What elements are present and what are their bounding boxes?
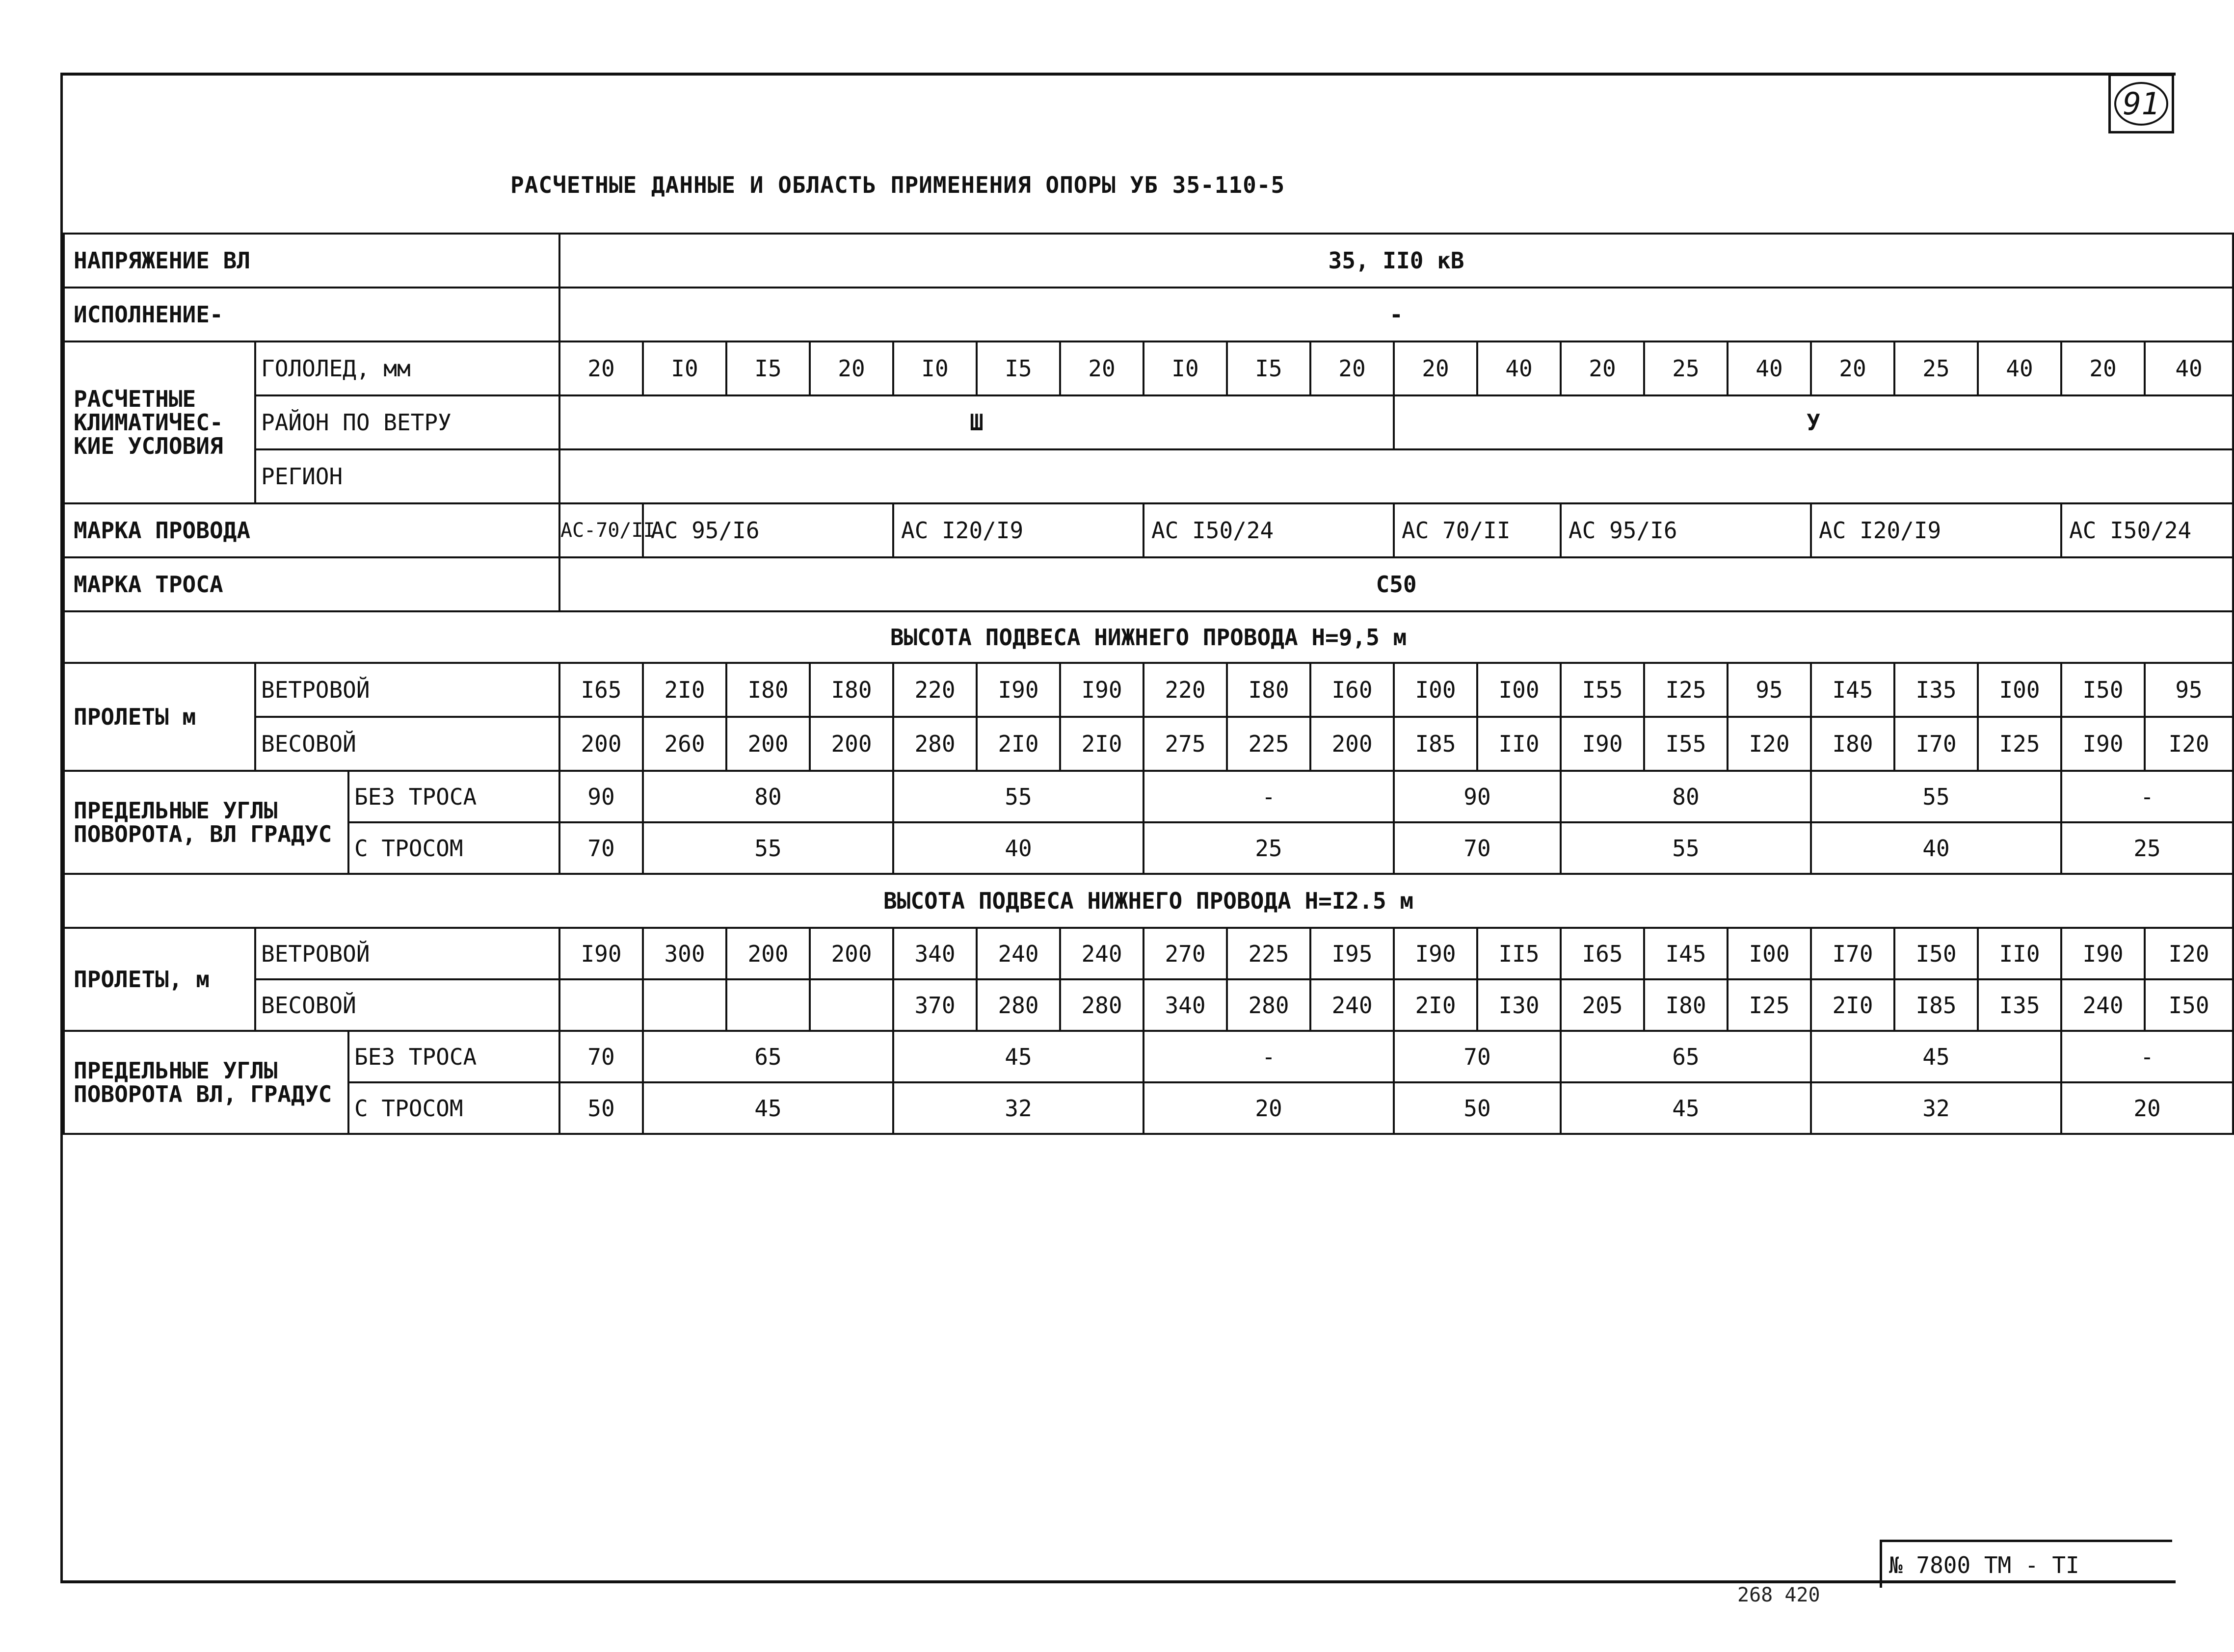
ice-cell: 20 bbox=[559, 341, 643, 395]
angle-cell: 80 bbox=[643, 771, 893, 822]
span-cell: I80 bbox=[726, 663, 810, 717]
section2-weight-label: ВЕСОВОЙ bbox=[255, 979, 559, 1031]
section2-wind-label: ВЕТРОВОЙ bbox=[255, 928, 559, 979]
region-label: РЕГИОН bbox=[255, 449, 559, 503]
span-cell: I25 bbox=[1644, 663, 1728, 717]
span-cell bbox=[643, 979, 726, 1031]
section1-no-cable-row bbox=[64, 771, 2233, 822]
ice-cell: I5 bbox=[1227, 341, 1310, 395]
ice-cell: 40 bbox=[1978, 341, 2061, 395]
span-cell: 280 bbox=[1060, 979, 1144, 1031]
section2-heading: ВЫСОТА ПОДВЕСА НИЖНЕГО ПРОВОДА Н=I2.5 м bbox=[64, 874, 2233, 928]
span-cell: 95 bbox=[1728, 663, 1811, 717]
wind-region-value-2: У bbox=[1394, 395, 2233, 449]
angle-cell: 45 bbox=[643, 1082, 893, 1134]
span-cell: 220 bbox=[1144, 663, 1227, 717]
document-title: РАСЧЕТНЫЕ ДАННЫЕ И ОБЛАСТЬ ПРИМЕНЕНИЯ ОПОРЫ УБ 35-110-5 bbox=[510, 172, 1285, 198]
section2-no-cable-label: БЕЗ ТРОСА bbox=[348, 1031, 559, 1082]
span-cell: I00 bbox=[1728, 928, 1811, 979]
span-cell: 200 bbox=[810, 717, 893, 771]
section2-heading-row bbox=[64, 874, 2233, 928]
span-cell bbox=[726, 979, 810, 1031]
ice-cell: 40 bbox=[1477, 341, 1561, 395]
span-cell: II5 bbox=[1477, 928, 1561, 979]
wind-region-label: РАЙОН ПО ВЕТРУ bbox=[255, 395, 559, 449]
span-cell: I20 bbox=[2145, 717, 2233, 771]
span-cell: I00 bbox=[1477, 663, 1561, 717]
span-cell: I90 bbox=[977, 663, 1060, 717]
wire-mark: АС I50/24 bbox=[2061, 503, 2233, 557]
execution-label: ИСПОЛНЕНИЕ- bbox=[64, 288, 559, 341]
span-cell: 2I0 bbox=[1394, 979, 1477, 1031]
span-cell: 2I0 bbox=[977, 717, 1060, 771]
section1-with-cable-row bbox=[64, 822, 2233, 874]
angle-cell: 45 bbox=[1561, 1082, 1811, 1134]
span-cell: 340 bbox=[1144, 979, 1227, 1031]
span-cell: I90 bbox=[2061, 928, 2145, 979]
wire-mark: АС 95/I6 bbox=[1561, 503, 1811, 557]
span-cell: I80 bbox=[810, 663, 893, 717]
span-cell: I90 bbox=[1394, 928, 1477, 979]
angle-cell: 70 bbox=[559, 1031, 643, 1082]
span-cell: 2I0 bbox=[1811, 979, 1894, 1031]
span-cell: 280 bbox=[893, 717, 977, 771]
span-cell: 225 bbox=[1227, 928, 1310, 979]
span-cell: I30 bbox=[1477, 979, 1561, 1031]
span-cell: I35 bbox=[1978, 979, 2061, 1031]
span-cell: I50 bbox=[2145, 979, 2233, 1031]
wind-region-value-1: Ш bbox=[559, 395, 1394, 449]
span-cell: 200 bbox=[726, 928, 810, 979]
wire-mark: АС I20/I9 bbox=[1811, 503, 2061, 557]
ice-cell: I5 bbox=[726, 341, 810, 395]
span-cell: 240 bbox=[2061, 979, 2145, 1031]
wire-row bbox=[64, 503, 2233, 557]
span-cell: 205 bbox=[1561, 979, 1644, 1031]
cable-label: МАРКА ТРОСА bbox=[64, 557, 559, 611]
region-value bbox=[559, 449, 2233, 503]
span-cell: I85 bbox=[1394, 717, 1477, 771]
wire-mark: АС I20/I9 bbox=[893, 503, 1144, 557]
wire-mark: АС-70/II bbox=[559, 503, 643, 557]
ice-cell: 25 bbox=[1894, 341, 1978, 395]
span-cell: I90 bbox=[2061, 717, 2145, 771]
span-cell: 300 bbox=[643, 928, 726, 979]
span-cell: 200 bbox=[726, 717, 810, 771]
span-cell: I45 bbox=[1811, 663, 1894, 717]
ice-cell: 40 bbox=[2145, 341, 2233, 395]
section2-with-cable-label: С ТРОСОМ bbox=[348, 1082, 559, 1134]
page-number: 91 bbox=[2114, 82, 2169, 126]
angle-cell: 50 bbox=[559, 1082, 643, 1134]
angle-cell: 55 bbox=[1561, 822, 1811, 874]
page-number-box bbox=[2108, 74, 2174, 133]
ice-cell: I5 bbox=[977, 341, 1060, 395]
span-cell: I90 bbox=[1561, 717, 1644, 771]
voltage-value: 35, II0 кВ bbox=[559, 234, 2233, 288]
span-cell: 2I0 bbox=[1060, 717, 1144, 771]
span-cell: 200 bbox=[559, 717, 643, 771]
ice-cell: 20 bbox=[1811, 341, 1894, 395]
span-cell: I80 bbox=[1227, 663, 1310, 717]
span-cell: 240 bbox=[977, 928, 1060, 979]
span-cell: 200 bbox=[810, 928, 893, 979]
voltage-label: НАПРЯЖЕНИЕ ВЛ bbox=[64, 234, 559, 288]
span-cell: I80 bbox=[1811, 717, 1894, 771]
span-cell: 240 bbox=[1060, 928, 1144, 979]
span-cell: I00 bbox=[1978, 663, 2061, 717]
span-cell: I00 bbox=[1394, 663, 1477, 717]
angle-cell: 25 bbox=[2061, 822, 2233, 874]
ice-cell: 40 bbox=[1728, 341, 1811, 395]
cable-value: С50 bbox=[559, 557, 2233, 611]
span-cell: 220 bbox=[893, 663, 977, 717]
section2-no-cable-row bbox=[64, 1031, 2233, 1082]
span-cell: I65 bbox=[1561, 928, 1644, 979]
angle-cell: 32 bbox=[1811, 1082, 2061, 1134]
span-cell: I90 bbox=[1060, 663, 1144, 717]
section2-with-cable-row bbox=[64, 1082, 2233, 1134]
section1-with-cable-label: С ТРОСОМ bbox=[348, 822, 559, 874]
section1-heading: ВЫСОТА ПОДВЕСА НИЖНЕГО ПРОВОДА Н=9,5 м bbox=[64, 611, 2233, 663]
span-cell: I70 bbox=[1894, 717, 1978, 771]
ice-label: ГОЛОЛЕД, мм bbox=[255, 341, 559, 395]
span-cell: 200 bbox=[1310, 717, 1394, 771]
span-cell: I50 bbox=[1894, 928, 1978, 979]
section2-weight-row bbox=[64, 979, 2233, 1031]
ice-cell: 25 bbox=[1644, 341, 1728, 395]
angle-cell: 55 bbox=[893, 771, 1144, 822]
angle-cell: - bbox=[1144, 771, 1394, 822]
section1-angles-label: ПРЕДЕЛЬНЫЕ УГЛЫ ПОВОРОТА, ВЛ ГРАДУС bbox=[64, 771, 348, 874]
ice-cell: 20 bbox=[1394, 341, 1477, 395]
span-cell: 275 bbox=[1144, 717, 1227, 771]
wind-region-row bbox=[64, 395, 2233, 449]
span-cell: I90 bbox=[559, 928, 643, 979]
ice-row bbox=[64, 341, 2233, 395]
angle-cell: 50 bbox=[1394, 1082, 1561, 1134]
angle-cell: 70 bbox=[1394, 822, 1561, 874]
region-row bbox=[64, 449, 2233, 503]
angle-cell: - bbox=[2061, 1031, 2233, 1082]
section1-weight-row bbox=[64, 717, 2233, 771]
wire-mark: АС 70/II bbox=[1394, 503, 1561, 557]
angle-cell: 90 bbox=[1394, 771, 1561, 822]
span-cell: I50 bbox=[2061, 663, 2145, 717]
section2-wind-row bbox=[64, 928, 2233, 979]
ice-cell: I0 bbox=[1144, 341, 1227, 395]
angle-cell: 70 bbox=[559, 822, 643, 874]
angle-cell: - bbox=[2061, 771, 2233, 822]
angle-cell: 70 bbox=[1394, 1031, 1561, 1082]
wire-mark: АС I50/24 bbox=[1144, 503, 1394, 557]
angle-cell: 80 bbox=[1561, 771, 1811, 822]
angle-cell: 32 bbox=[893, 1082, 1144, 1134]
angle-cell: 90 bbox=[559, 771, 643, 822]
bottom-cut-text: 268 420 bbox=[1737, 1584, 1820, 1606]
angle-cell: 40 bbox=[1811, 822, 2061, 874]
span-cell: I70 bbox=[1811, 928, 1894, 979]
span-cell: I20 bbox=[1728, 717, 1811, 771]
angle-cell: 20 bbox=[2061, 1082, 2233, 1134]
section1-wind-label: ВЕТРОВОЙ bbox=[255, 663, 559, 717]
span-cell bbox=[810, 979, 893, 1031]
span-cell: I55 bbox=[1561, 663, 1644, 717]
document-stamp: № 7800 ТМ - ТI bbox=[1880, 1540, 2172, 1588]
span-cell: 95 bbox=[2145, 663, 2233, 717]
climate-label: РАСЧЕТНЫЕ КЛИМАТИЧЕС-КИЕ УСЛОВИЯ bbox=[64, 341, 255, 503]
cable-row bbox=[64, 557, 2233, 611]
voltage-row bbox=[64, 234, 2233, 288]
ice-cell: I0 bbox=[893, 341, 977, 395]
angle-cell: - bbox=[1144, 1031, 1394, 1082]
ice-cell: 20 bbox=[1060, 341, 1144, 395]
angle-cell: 25 bbox=[1144, 822, 1394, 874]
span-cell: 260 bbox=[643, 717, 726, 771]
angle-cell: 45 bbox=[893, 1031, 1144, 1082]
execution-value: - bbox=[559, 288, 2233, 341]
data-table-wrapper bbox=[63, 233, 2209, 1135]
wire-mark: АС 95/I6 bbox=[643, 503, 893, 557]
span-cell: I95 bbox=[1310, 928, 1394, 979]
span-cell: I25 bbox=[1728, 979, 1811, 1031]
section2-spans-label: ПРОЛЕТЫ, м bbox=[64, 928, 255, 1031]
ice-cell: 20 bbox=[1310, 341, 1394, 395]
span-cell: I35 bbox=[1894, 663, 1978, 717]
section2-angles-label: ПРЕДЕЛЬНЫЕ УГЛЫ ПОВОРОТА ВЛ, ГРАДУС bbox=[64, 1031, 348, 1134]
execution-row bbox=[64, 288, 2233, 341]
section1-spans-label: ПРОЛЕТЫ м bbox=[64, 663, 255, 771]
ice-cell: 20 bbox=[810, 341, 893, 395]
span-cell: I65 bbox=[559, 663, 643, 717]
span-cell: I80 bbox=[1644, 979, 1728, 1031]
span-cell: 2I0 bbox=[643, 663, 726, 717]
angle-cell: 65 bbox=[1561, 1031, 1811, 1082]
span-cell: I85 bbox=[1894, 979, 1978, 1031]
span-cell: 270 bbox=[1144, 928, 1227, 979]
angle-cell: 40 bbox=[893, 822, 1144, 874]
span-cell: II0 bbox=[1477, 717, 1561, 771]
span-cell: 370 bbox=[893, 979, 977, 1031]
section1-no-cable-label: БЕЗ ТРОСА bbox=[348, 771, 559, 822]
data-table bbox=[63, 233, 2234, 1135]
wire-label: МАРКА ПРОВОДА bbox=[64, 503, 559, 557]
span-cell: II0 bbox=[1978, 928, 2061, 979]
span-cell: I45 bbox=[1644, 928, 1728, 979]
section1-weight-label: ВЕСОВОЙ bbox=[255, 717, 559, 771]
span-cell: I25 bbox=[1978, 717, 2061, 771]
section1-heading-row bbox=[64, 611, 2233, 663]
span-cell: 340 bbox=[893, 928, 977, 979]
angle-cell: 45 bbox=[1811, 1031, 2061, 1082]
angle-cell: 65 bbox=[643, 1031, 893, 1082]
angle-cell: 55 bbox=[1811, 771, 2061, 822]
ice-cell: 20 bbox=[2061, 341, 2145, 395]
span-cell: I55 bbox=[1644, 717, 1728, 771]
angle-cell: 20 bbox=[1144, 1082, 1394, 1134]
ice-cell: 20 bbox=[1561, 341, 1644, 395]
span-cell: 280 bbox=[1227, 979, 1310, 1031]
span-cell: 240 bbox=[1310, 979, 1394, 1031]
ice-cell: I0 bbox=[643, 341, 726, 395]
span-cell bbox=[559, 979, 643, 1031]
angle-cell: 55 bbox=[643, 822, 893, 874]
span-cell: 225 bbox=[1227, 717, 1310, 771]
section1-wind-row bbox=[64, 663, 2233, 717]
span-cell: I60 bbox=[1310, 663, 1394, 717]
span-cell: 280 bbox=[977, 979, 1060, 1031]
span-cell: I20 bbox=[2145, 928, 2233, 979]
